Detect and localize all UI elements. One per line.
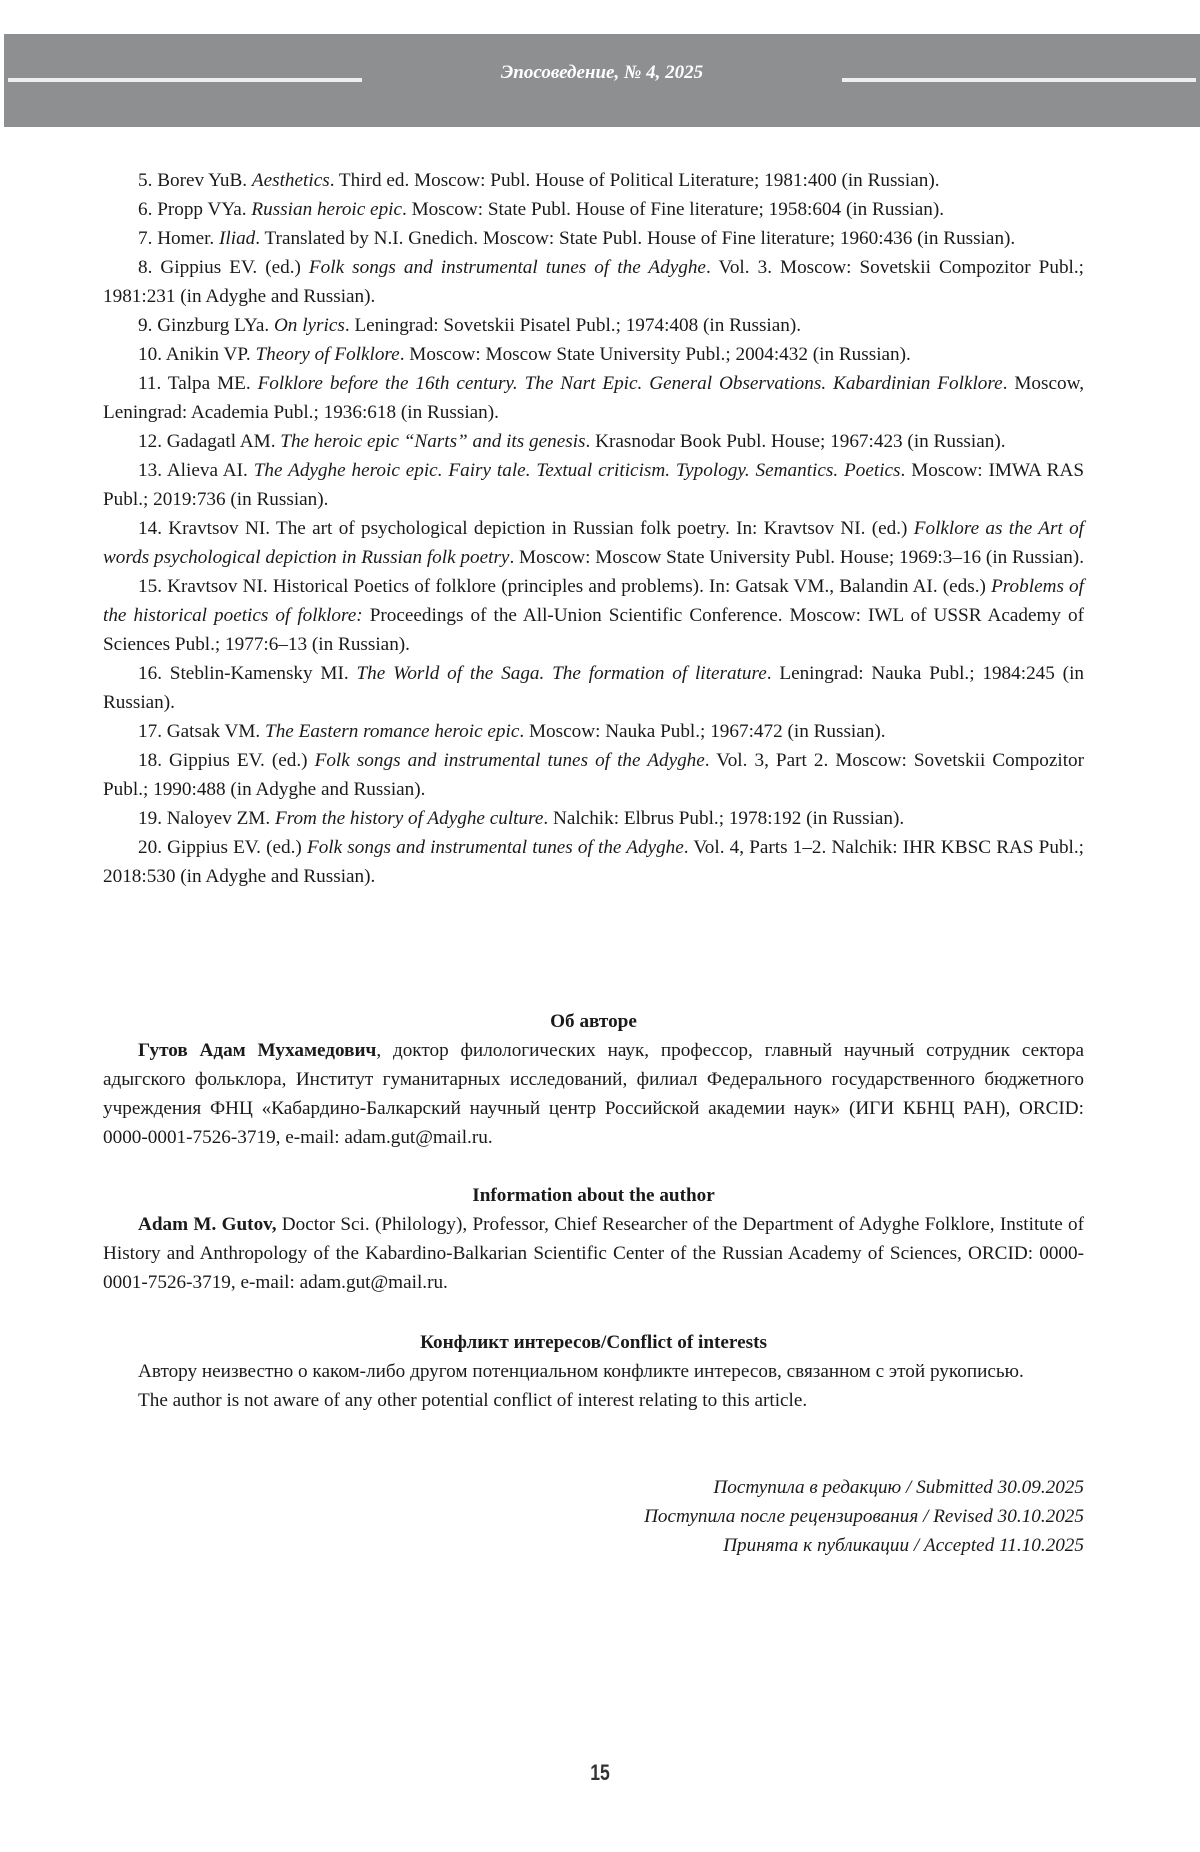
reference-title: Problems of the historical poetics of folklore: [103, 576, 1084, 626]
reference-details: . Moscow: IMWA RAS Publ.; 2019:736 (in Russian). [103, 460, 1084, 510]
reference-details: . Translated by N.I. Gnedich. Moscow: State Publ. House of Fine literature; 1960:436 (in Russian). [255, 228, 1016, 249]
reference-authors: 17. Gatsak VM. [138, 721, 266, 742]
reference-list [103, 166, 1084, 891]
reference-title: On lyrics [273, 315, 345, 336]
page-number: 15 [590, 1760, 610, 1785]
reference-authors: 19. Naloyev ZM. [138, 808, 275, 829]
reference-title: Theory of Folklore [255, 344, 400, 365]
author-name: Гутов Адам Мухамедович [138, 1040, 377, 1061]
reference-title: Iliad [219, 228, 256, 249]
reference-title: The Eastern romance heroic epic [265, 721, 520, 742]
article-dates [644, 1473, 1084, 1560]
reference-item [103, 717, 1084, 746]
reference-details: . Krasnodar Book Publ. House; 1967:423 (in Russian). [585, 431, 1006, 452]
reference-authors: 6. Propp VYa. [138, 199, 252, 220]
reference-item [103, 833, 1084, 891]
conflict-en: The author is not aware of any other potential conflict of interest relating to this article. [138, 1390, 808, 1411]
reference-item [103, 804, 1084, 833]
reference-title: Folk songs and instrumental tunes of the Adyghe [314, 750, 705, 771]
reference-title: The Adyghe heroic epic. Fairy tale. Textual criticism. Typology. Semantics. Poetics [253, 460, 901, 481]
about-author-en [103, 1181, 1084, 1297]
reference-authors: 10. Anikin VP. [138, 344, 256, 365]
reference-details: . Leningrad: Sovetskii Pisatel Publ.; 1974:408 (in Russian). [344, 315, 802, 336]
reference-item [103, 311, 1084, 340]
reference-item [103, 427, 1084, 456]
reference-item [103, 253, 1084, 311]
journal-header [4, 34, 1200, 127]
reference-details: . Vol. 4, Parts 1–2. Nalchik: IHR KBSC RAS Publ.; 2018:530 (in Adyghe and Russian). [103, 837, 1084, 887]
reference-item [103, 572, 1084, 659]
reference-details: . Moscow: State Publ. House of Fine literature; 1958:604 (in Russian). [402, 199, 945, 220]
reference-authors: 7. Homer. [138, 228, 220, 249]
reference-authors: 15. Kravtsov NI. Historical Poetics of folklore (principles and problems). In: Gatsak VM., Balandin AI. (eds.) [138, 576, 992, 597]
bio-text: Doctor Sci. (Philology), Professor, Chief Researcher of the Department of Adyghe Folklore, Institute of History and Anthropology of the Kabardino-Balkarian Scientific Center of the Russian Academy of Sciences, ORCID: 0000-0001-7526-3719, e-mail: adam.gut@mail.ru. [103, 1214, 1084, 1293]
reference-details: . Moscow: Moscow State University Publ. House; 1969:3–16 (in Russian). [509, 547, 1084, 568]
reference-item [103, 195, 1084, 224]
author-bio-ru [103, 1036, 1084, 1152]
submitted-date: Поступила в редакцию / Submitted 30.09.2025 [713, 1477, 1084, 1498]
conflict-ru: Автору неизвестно о каком-либо другом потенциальном конфликте интересов, связанном с этой рукописью. [138, 1361, 1024, 1382]
author-bio-en [103, 1210, 1084, 1297]
reference-authors: 16. Steblin-Kamensky MI. [138, 663, 357, 684]
reference-authors: 20. Gippius EV. (ed.) [138, 837, 307, 858]
author-name: Adam M. Gutov, [138, 1214, 277, 1235]
reference-title: The World of the Saga. The formation of literature [356, 663, 767, 684]
bio-text: , доктор филологических наук, профессор, главный научный сотрудник сектора адыгского фольклора, Институт гуманитарных исследований, филиал Федерального государственного бюджетного учреждения ФНЦ «Кабардино-Балкарский научный центр Российской академии наук» (ИГИ КБНЦ РАН), ORCID: 0000-0001-7526-3719, e-mail: adam.gut@mail.ru. [103, 1040, 1084, 1148]
conflict-of-interests [103, 1328, 1084, 1415]
reference-item [103, 514, 1084, 572]
reference-item [103, 224, 1084, 253]
reference-title: Folk songs and instrumental tunes of the Adyghe [306, 837, 684, 858]
reference-authors: 11. Talpa ME. [138, 373, 258, 394]
reference-details: . Leningrad: Nauka Publ.; 1984:245 (in Russian). [103, 663, 1084, 713]
reference-authors: 8. Gippius EV. (ed.) [138, 257, 309, 278]
reference-title: Russian heroic epic [251, 199, 403, 220]
accepted-date: Принята к публикации / Accepted 11.10.2025 [723, 1535, 1084, 1556]
journal-title: Эпосоведение, № 4, 2025 [500, 62, 704, 83]
reference-item [103, 340, 1084, 369]
reference-authors: 5. Borev YuB. [138, 170, 252, 191]
reference-details: . Nalchik: Elbrus Publ.; 1978:192 (in Russian). [543, 808, 905, 829]
reference-item [103, 166, 1084, 195]
about-author-ru [103, 1007, 1084, 1152]
reference-details: . Third ed. Moscow: Publ. House of Political Literature; 1981:400 (in Russian). [329, 170, 940, 191]
reference-authors: 13. Alieva AI. [138, 460, 254, 481]
section-heading: Об авторе [550, 1011, 637, 1032]
reference-authors: 18. Gippius EV. (ed.) [138, 750, 315, 771]
reference-item [103, 746, 1084, 804]
reference-details: . Moscow: Moscow State University Publ.; 2004:432 (in Russian). [399, 344, 911, 365]
section-heading: Конфликт интересов/Conflict of interests [420, 1332, 767, 1353]
reference-item [103, 659, 1084, 717]
reference-item [103, 369, 1084, 427]
reference-title: Folklore as the Art of words psychological depiction in Russian folk poetry [103, 518, 1084, 568]
reference-title: The heroic epic “Narts” and its genesis [280, 431, 586, 452]
reference-details: . Moscow, Leningrad: Academia Publ.; 1936:618 (in Russian). [103, 373, 1084, 423]
section-heading: Information about the author [472, 1185, 715, 1206]
reference-details: . Vol. 3, Part 2. Moscow: Sovetskii Compozitor Publ.; 1990:488 (in Adyghe and Russian). [103, 750, 1085, 800]
reference-details: Proceedings of the All-Union Scientific Conference. Moscow: IWL of USSR Academy of Sciences Publ.; 1977:6–13 (in Russian). [103, 605, 1084, 655]
reference-authors: 9. Ginzburg LYa. [138, 315, 274, 336]
revised-date: Поступила после рецензирования / Revised 30.10.2025 [644, 1506, 1084, 1527]
reference-title: Aesthetics [251, 170, 330, 191]
reference-authors: 12. Gadagatl AM. [138, 431, 281, 452]
reference-details: . Vol. 3. Moscow: Sovetskii Compozitor Publ.; 1981:231 (in Adyghe and Russian). [103, 257, 1084, 307]
reference-item [103, 456, 1084, 514]
reference-title: Folklore before the 16th century. The Nart Epic. General Observations. Kabardinian Folklore [257, 373, 1003, 394]
reference-details: . Moscow: Nauka Publ.; 1967:472 (in Russian). [519, 721, 886, 742]
reference-title: From the history of Adyghe culture [274, 808, 544, 829]
reference-authors: 14. Kravtsov NI. The art of psychological depiction in Russian folk poetry. In: Kravtsov NI. (ed.) [138, 518, 914, 539]
reference-title: Folk songs and instrumental tunes of the Adyghe [308, 257, 706, 278]
